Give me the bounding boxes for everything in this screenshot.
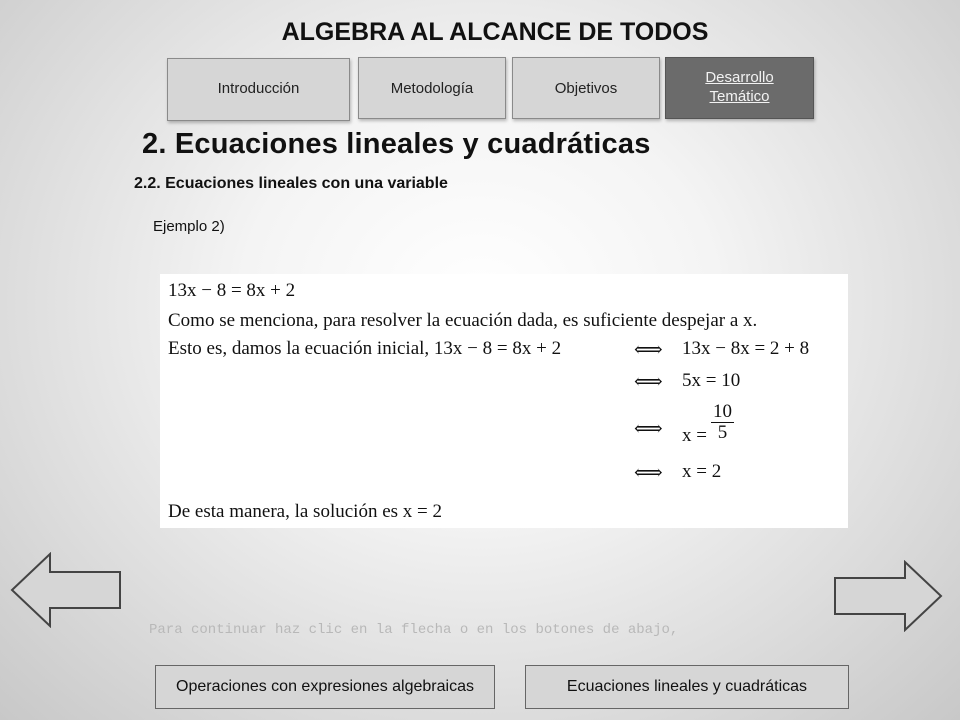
example-label: Ejemplo 2) — [153, 218, 225, 235]
fraction-denominator: 5 — [717, 421, 728, 443]
tab-metodologia[interactable] — [358, 57, 506, 119]
next-arrow-icon[interactable] — [833, 560, 945, 632]
tab-desarrollo-label-line1: Desarrollo — [705, 69, 774, 87]
conclusion-line: De esta manera, la solución es x = 2 — [168, 501, 442, 522]
tab-desarrollo-label-line2: Temático — [709, 88, 770, 105]
steps-intro-line: Esto es, damos la ecuación inicial, 13x − 8 = 8x + 2 — [168, 338, 562, 359]
prev-topic-label: Operaciones con expresiones algebraicas — [176, 678, 474, 696]
iff-symbol: ⟺ — [634, 416, 663, 440]
section-title: 2. Ecuaciones lineales y cuadráticas — [142, 128, 651, 160]
tab-objetivos[interactable] — [512, 57, 660, 119]
next-topic-label: Ecuaciones lineales y cuadráticas — [566, 678, 808, 696]
step-4: x = 2 — [682, 461, 722, 482]
step-1: 13x − 8x = 2 + 8 — [682, 338, 810, 359]
iff-symbol: ⟺ — [634, 460, 663, 484]
step-3-lhs: x = — [682, 424, 707, 446]
fraction — [711, 402, 734, 443]
tab-metodologia-label: Metodología — [390, 80, 474, 97]
iff-symbol: ⟺ — [634, 369, 663, 393]
tab-introduccion-label: Introducción — [217, 80, 300, 98]
prev-arrow-icon[interactable] — [10, 552, 122, 628]
page-title: ALGEBRA AL ALCANCE DE TODOS — [281, 18, 709, 46]
prev-topic-button[interactable] — [155, 665, 495, 709]
step-3 — [682, 401, 734, 446]
math-solution-panel — [160, 274, 848, 528]
next-topic-button[interactable] — [525, 665, 849, 709]
fraction-numerator: 10 — [712, 401, 732, 422]
intro-text-line: Como se menciona, para resolver la ecuación dada, es suficiente despejar a x. — [168, 310, 758, 331]
tab-introduccion[interactable] — [167, 58, 350, 121]
subsection-title: 2.2. Ecuaciones lineales con una variable — [134, 175, 448, 192]
step-2: 5x = 10 — [682, 370, 741, 391]
iff-symbol: ⟺ — [634, 337, 663, 361]
equation-line: 13x − 8 = 8x + 2 — [168, 280, 296, 301]
tab-objetivos-label: Objetivos — [554, 80, 618, 97]
continue-instruction: Para continuar haz clic en la flecha o en los botones de abajo, — [149, 622, 679, 638]
tab-desarrollo-tematico[interactable] — [665, 57, 814, 119]
